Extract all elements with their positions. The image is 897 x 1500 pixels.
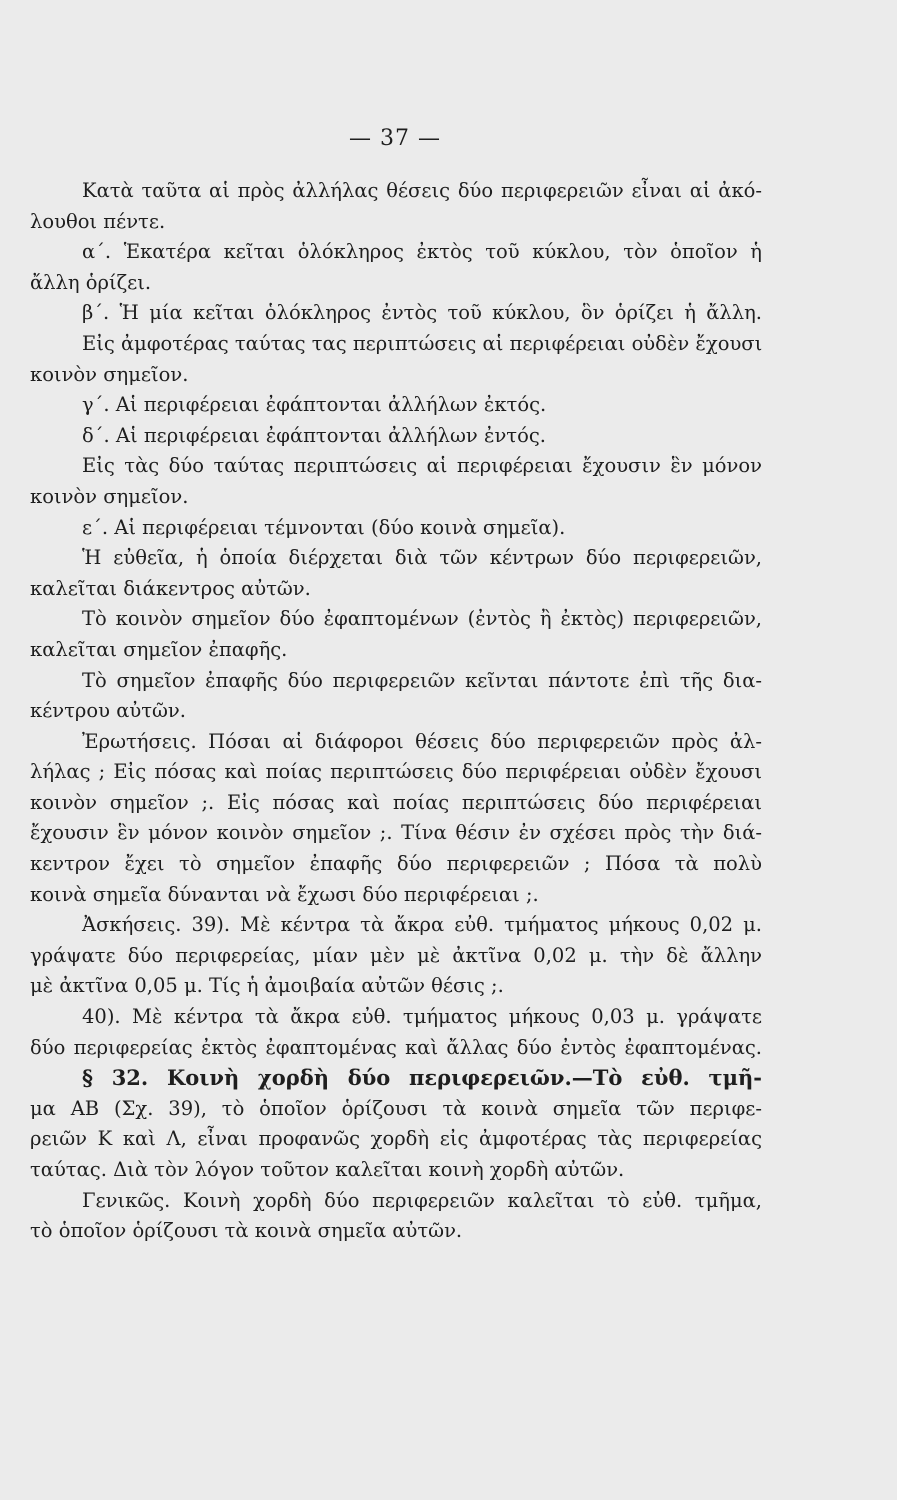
text-line: Εἰς τὰς δύο ταύτας περιπτώσεις αἱ περιφέρειαι ἔχουσιν ἓν μόνον bbox=[82, 454, 762, 478]
text-line: κοινὸν σημεῖον. bbox=[30, 484, 189, 508]
text-line: α΄. Ἑκατέρα κεῖται ὁλόκληρος ἐκτὸς τοῦ κύκλου, τὸν ὁποῖον ἡ bbox=[82, 240, 762, 264]
text-line: Τὸ σημεῖον ἐπαφῆς δύο περιφερειῶν κεῖνται πάντοτε ἐπὶ τῆς δια- bbox=[82, 668, 762, 692]
text-line: 40). Μὲ κέντρα τὰ ἄκρα εὐθ. τμήματος μήκους 0,03 μ. γράψατε bbox=[82, 1005, 762, 1029]
text-line: κέντρου αὐτῶν. bbox=[30, 699, 186, 723]
text-line: γράψατε δύο περιφερείας, μίαν μὲν μὲ ἀκτῖνα 0,02 μ. τὴν δὲ ἄλλην bbox=[30, 943, 762, 967]
text-line: δύο περιφερείας ἐκτὸς ἐφαπτομένας καὶ ἄλλας δύο ἐντὸς ἐφαπτομένας. bbox=[30, 1035, 762, 1059]
text-line: καλεῖται διάκεντρος αὐτῶν. bbox=[30, 576, 311, 600]
text-line: καλεῖται σημεῖον ἐπαφῆς. bbox=[30, 637, 288, 661]
page-number: — 37 — bbox=[349, 126, 441, 151]
text-line: Εἰς ἀμφοτέρας ταύτας τας περιπτώσεις αἱ περιφέρειαι οὐδὲν ἔχουσι bbox=[82, 331, 762, 355]
text-line: ε΄. Αἱ περιφέρειαι τέμνονται (δύο κοινὰ σημεῖα). bbox=[82, 515, 566, 539]
section-heading-line: § 32. Κοινὴ χορδὴ δύο περιφερειῶν.—Τὸ εὐθ. τμῆ- bbox=[82, 1065, 762, 1091]
text-line: Ἐρωτήσεις. Πόσαι αἱ διάφοροι θέσεις δύο περιφερειῶν πρὸς ἀλ- bbox=[82, 729, 762, 753]
text-line: τὸ ὁποῖον ὁρίζουσι τὰ κοινὰ σημεῖα αὐτῶν. bbox=[30, 1219, 463, 1243]
text-line: ρειῶν Κ καὶ Λ, εἶναι προφανῶς χορδὴ εἰς ἀμφοτέρας τὰς περιφερείας bbox=[30, 1127, 762, 1151]
text-line: Ἀσκήσεις. 39). Μὲ κέντρα τὰ ἄκρα εὐθ. τμήματος μήκους 0,02 μ. bbox=[82, 913, 762, 937]
text-line: β΄. Ἡ μία κεῖται ὁλόκληρος ἐντὸς τοῦ κύκλου, ὃν ὁρίζει ἡ ἄλλη. bbox=[82, 301, 762, 325]
text-line: γ΄. Αἱ περιφέρειαι ἐφάπτονται ἀλλήλων ἐκτός. bbox=[82, 393, 547, 417]
text-line: κοινὸν σημεῖον. bbox=[30, 362, 189, 386]
text-line: μὲ ἀκτῖνα 0,05 μ. Τίς ἡ ἀμοιβαία αὐτῶν θέσις ;. bbox=[30, 974, 504, 998]
text-line: Ἡ εὐθεῖα, ἡ ὁποία διέρχεται διὰ τῶν κέντρων δύο περιφερειῶν, bbox=[82, 546, 762, 570]
text-line: ταύτας. Διὰ τὸν λόγον τοῦτον καλεῖται κοινὴ χορδὴ αὐτῶν. bbox=[30, 1158, 625, 1181]
text-line: Τὸ κοινὸν σημεῖον δύο ἐφαπτομένων (ἐντὸς ἢ ἐκτὸς) περιφερειῶν, bbox=[82, 607, 762, 631]
text-line: μα ΑΒ (Σχ. 39), τὸ ὁποῖον ὁρίζουσι τὰ κοινὰ σημεῖα τῶν περιφε- bbox=[30, 1096, 762, 1120]
text-line: κοινὸν σημεῖον ;. Εἰς πόσας καὶ ποίας περιπτώσεις δύο περιφέρειαι bbox=[30, 790, 762, 814]
text-line: ἄλλη ὁρίζει. bbox=[30, 270, 152, 294]
text-line: κοινὰ σημεῖα δύνανται νὰ ἔχωσι δύο περιφέρειαι ;. bbox=[30, 882, 539, 906]
text-line: Κατὰ ταῦτα αἱ πρὸς ἀλλήλας θέσεις δύο περιφερειῶν εἶναι αἱ ἀκό- bbox=[82, 179, 762, 202]
text-line: λήλας ; Εἰς πόσας καὶ ποίας περιπτώσεις δύο περιφέρειαι οὐδὲν ἔχουσι bbox=[30, 760, 762, 784]
text-line: Γενικῶς. Κοινὴ χορδὴ δύο περιφερειῶν καλεῖται τὸ εὐθ. τμῆμα, bbox=[82, 1188, 762, 1212]
text-line: κεντρον ἔχει τὸ σημεῖον ἐπαφῆς δύο περιφερειῶν ; Πόσα τὰ πολὺ bbox=[30, 852, 762, 876]
page-text bbox=[30, 176, 762, 1247]
text-line: ἔχουσιν ἓν μόνον κοινὸν σημεῖον ;. Τίνα θέσιν ἐν σχέσει πρὸς τὴν διά- bbox=[30, 821, 762, 845]
text-line: δ΄. Αἱ περιφέρειαι ἐφάπτονται ἀλλήλων ἐντός. bbox=[82, 423, 546, 447]
text-line: λουθοι πέντε. bbox=[30, 209, 166, 233]
